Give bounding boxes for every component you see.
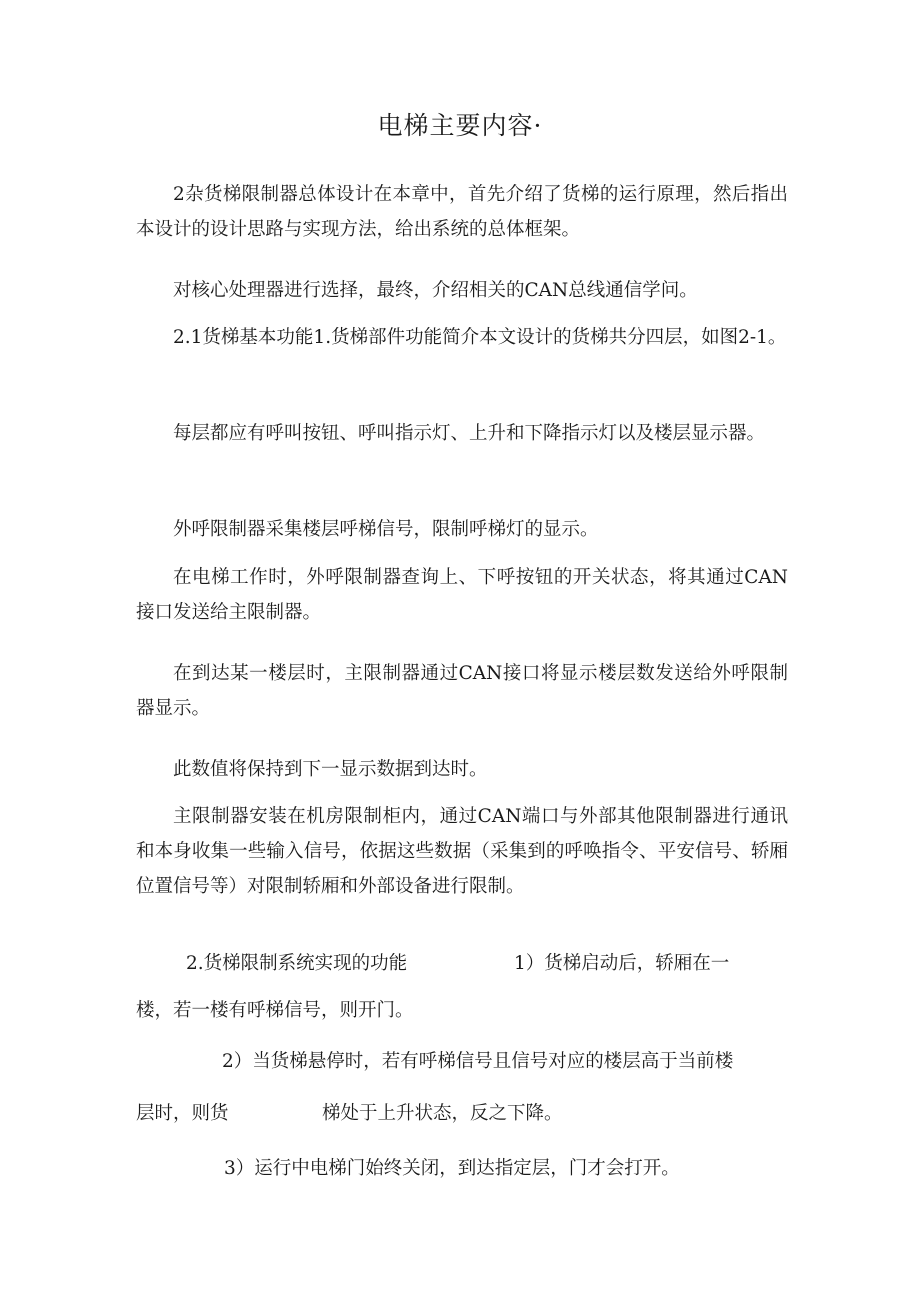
list-item-1-cont: 楼，若一楼有呼梯信号，则开门。 bbox=[136, 1000, 414, 1021]
paragraph-processor: 对核心处理器进行选择，最终，介绍相关的CAN总线通信学问。 bbox=[173, 280, 698, 301]
list-item-3: 3）运行中电梯门始终关闭，到达指定层，门才会打开。 bbox=[224, 1158, 680, 1179]
page-title: 电梯主要内容· bbox=[377, 111, 543, 140]
paragraph-floor-components: 每层都应有呼叫按钮、呼叫指示灯、上升和下降指示灯以及楼层显示器。 bbox=[173, 423, 766, 444]
paragraph-overview: 2杂货梯限制器总体设计在本章中，首先介绍了货梯的运行原理，然后指出本设计的设计思路与实现方法，给出系统的总体框架。 bbox=[136, 184, 788, 240]
paragraph-working: 在电梯工作时，外呼限制器查询上、下呼按钮的开关状态，将其通过CAN接口发送给主限制器。 bbox=[136, 567, 788, 623]
list-item-2-cont-b: 梯处于上升状态，反之下降。 bbox=[322, 1103, 563, 1124]
list-item-2-start: 2）当货梯悬停时，若有呼梯信号且信号对应的楼层高于当前楼 bbox=[222, 1051, 734, 1072]
paragraph-hold: 此数值将保持到下一显示数据到达时。 bbox=[173, 759, 488, 780]
paragraph-outer-call: 外呼限制器采集楼层呼梯信号，限制呼梯灯的显示。 bbox=[173, 519, 599, 540]
list-item-2-cont-a: 层时，则货 bbox=[136, 1103, 229, 1124]
paragraph-basic-function: 2.1货梯基本功能1.货梯部件功能简介本文设计的货梯共分四层，如图2-1。 bbox=[173, 327, 787, 348]
list-item-1-start: 1）货梯启动后，轿厢在一 bbox=[514, 953, 730, 974]
paragraph-main-controller: 主限制器安装在机房限制柜内，通过CAN端口与外部其他限制器进行通讯和本身收集一些输入信号，依据这些数据（采集到的呼唤指令、平安信号、轿厢位置信号等）对限制轿厢和外部设备进行限制。 bbox=[136, 806, 788, 897]
paragraph-arrival: 在到达某一楼层时，主限制器通过CAN接口将显示楼层数发送给外呼限制器显示。 bbox=[136, 663, 788, 719]
section-heading: 2.货梯限制系统实现的功能 bbox=[186, 953, 408, 974]
